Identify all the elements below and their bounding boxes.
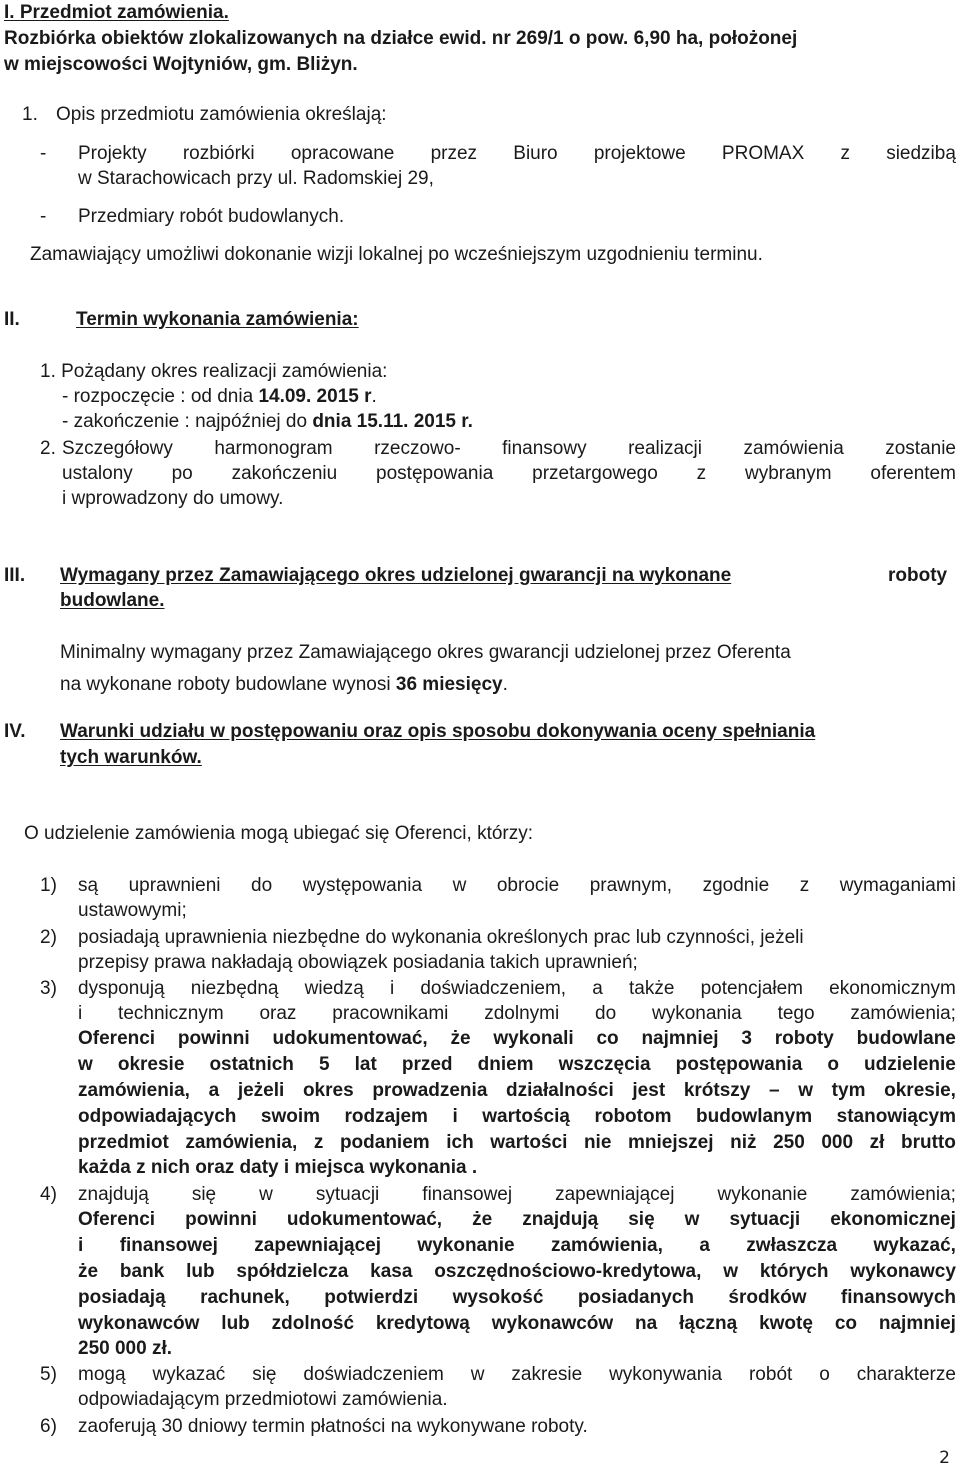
condition-4-last-line: 250 000 zł. <box>78 1338 173 1359</box>
word: podaniem <box>339 1132 430 1153</box>
word: prawnym, <box>589 875 673 896</box>
condition-4-requirement-line <box>78 1208 956 1232</box>
bullet-1-line-1 <box>78 142 956 166</box>
word: do <box>595 1003 617 1024</box>
subject-line-2: w miejscowości Wojtyniów, gm. Bliżyn. <box>4 54 358 75</box>
condition-4-requirement-line <box>78 1260 956 1284</box>
word: 000 <box>821 1132 854 1153</box>
word: doświadczeniem <box>303 1364 444 1385</box>
word: technicznym <box>118 1003 224 1024</box>
word: zakresie <box>511 1364 583 1385</box>
word: swoim <box>260 1106 321 1127</box>
word: i <box>389 978 395 999</box>
word: 3 <box>741 1028 752 1049</box>
condition-2-line-2: przepisy prawa nakładają obowiązek posiadania takich uprawnień; <box>78 952 638 973</box>
word: zakończeniu <box>231 463 338 484</box>
word: wykonawcy <box>850 1261 956 1282</box>
word: wartości <box>490 1132 568 1153</box>
condition-1-number: 1) <box>40 875 57 896</box>
word: których <box>759 1261 829 1282</box>
word: udzielenie <box>864 1054 956 1075</box>
word: najmniej <box>878 1313 956 1334</box>
word: 5 <box>318 1054 330 1075</box>
word: potwierdzi <box>324 1287 419 1308</box>
word: wymaganiami <box>839 875 956 896</box>
word: wykonania <box>651 1003 742 1024</box>
word: stanowiącym <box>836 1106 956 1127</box>
section-3-number: III. <box>4 565 26 586</box>
condition-3-requirement-line <box>78 1131 956 1155</box>
word: udokumentować, <box>286 1209 443 1230</box>
word: projektowe <box>593 143 686 164</box>
word: robót <box>748 1364 793 1385</box>
condition-3-line-1 <box>78 977 956 1001</box>
bullet-dash: - <box>40 143 47 164</box>
section-3-heading-line-1: Wymagany przez Zamawiającego okres udzielonej gwarancji na wykonane <box>60 565 732 586</box>
section-2-heading: Termin wykonania zamówienia: <box>76 309 359 330</box>
condition-4-requirement-line <box>78 1312 956 1336</box>
word: dysponują <box>78 978 165 999</box>
word: zamówienia <box>743 438 844 459</box>
word: ekonomicznym <box>829 978 956 999</box>
end-date-line <box>62 410 473 434</box>
word: krótszy <box>683 1080 751 1101</box>
period-item: 1. Pożądany okres realizacji zamówienia: <box>40 361 388 382</box>
word: z <box>313 1132 324 1153</box>
word: powinni <box>185 1209 257 1230</box>
word: zamówienia; <box>850 1184 956 1205</box>
word: zamówienia, <box>78 1080 190 1101</box>
word: mniejszej <box>627 1132 714 1153</box>
word: w <box>452 875 467 896</box>
word: są <box>78 875 99 896</box>
word: w <box>78 1054 93 1075</box>
condition-3-number: 3) <box>40 978 57 999</box>
word: wybranym <box>744 463 832 484</box>
condition-4-line-1 <box>78 1183 956 1207</box>
page-number: 2 <box>939 1448 950 1468</box>
word: w <box>798 1080 814 1101</box>
word: z <box>696 463 707 484</box>
condition-1-line-2: ustawowymi; <box>78 900 187 921</box>
word: w <box>470 1364 485 1385</box>
site-visit-note: Zamawiający umożliwi dokonanie wizji lokalnej po wcześniejszym uzgodnieniu terminu. <box>30 244 763 265</box>
item-1-number: 1. <box>22 104 38 125</box>
word: siedzibą <box>886 143 956 164</box>
word: znajdują <box>522 1209 599 1230</box>
word: i <box>78 1003 83 1024</box>
end-date-label: - zakończenie : najpóźniej do <box>62 411 313 432</box>
word: lub <box>221 1313 250 1334</box>
word: doświadczeniem, <box>420 978 567 999</box>
word: wykonawców <box>78 1313 200 1334</box>
word: sytuacji <box>315 1184 380 1205</box>
condition-3-last-line: każda z nich oraz daty i miejsca wykonania . <box>78 1157 478 1178</box>
word: że <box>472 1209 493 1230</box>
word: niż <box>730 1132 757 1153</box>
condition-3-requirement-line <box>78 1079 956 1103</box>
bullet-1-line-2: w Starachowicach przy ul. Radomskiej 29, <box>78 168 434 189</box>
word: co <box>596 1028 619 1049</box>
word: opracowane <box>290 143 395 164</box>
word: zdolnymi <box>484 1003 560 1024</box>
section-4-heading-line-1: Warunki udziału w postępowaniu oraz opis sposobu dokonywania oceny spełniania <box>60 721 816 742</box>
word: zostanie <box>885 438 956 459</box>
word: przed <box>401 1054 453 1075</box>
condition-2-number: 2) <box>40 927 57 948</box>
word: roboty <box>774 1028 834 1049</box>
word: PROMAX <box>721 143 805 164</box>
word: w <box>723 1261 739 1282</box>
word: przetargowego <box>532 463 658 484</box>
word: ich <box>446 1132 474 1153</box>
word: a <box>208 1080 220 1101</box>
word: budowlane <box>856 1028 956 1049</box>
word: okres <box>302 1080 354 1101</box>
word: że <box>450 1028 471 1049</box>
word: co <box>834 1313 857 1334</box>
section-3-heading-end: roboty <box>888 565 948 586</box>
word: także <box>628 978 675 999</box>
start-date-dot: . <box>371 386 377 407</box>
word: oraz <box>259 1003 297 1024</box>
word: wykonanie <box>417 1235 515 1256</box>
word: zgodnie <box>702 875 770 896</box>
word: charakterze <box>856 1364 956 1385</box>
word: wykonawców <box>491 1313 614 1334</box>
condition-3-requirement-line <box>78 1027 956 1051</box>
word: bank <box>119 1261 165 1282</box>
condition-6-line-1: zaoferują 30 dniowy termin płatności na wykonywane roboty. <box>78 1416 588 1437</box>
section-3-heading-line-2: budowlane. <box>60 590 165 611</box>
warranty-text: na wykonane roboty budowlane wynosi <box>60 674 396 695</box>
condition-2-line-1: posiadają uprawnienia niezbędne do wykonania określonych prac lub czynności, jeżeli <box>78 927 804 948</box>
word: Oferenci <box>78 1028 156 1049</box>
word: wysokość <box>452 1287 544 1308</box>
word: finansowej <box>119 1235 218 1256</box>
word: potencjałem <box>700 978 804 999</box>
condition-4-requirement-line <box>78 1234 956 1258</box>
word: Biuro <box>513 143 558 164</box>
word: najmniej <box>641 1028 719 1049</box>
word: wykonywania <box>609 1364 723 1385</box>
word: środków <box>728 1287 807 1308</box>
word: zapewniającej <box>254 1235 382 1256</box>
word: do <box>251 875 273 896</box>
word: przedmiot <box>78 1132 169 1153</box>
end-date-value: dnia 15.11. 2015 r. <box>312 411 473 432</box>
word: lub <box>186 1261 215 1282</box>
word: obrocie <box>496 875 560 896</box>
section-4-number: IV. <box>4 721 26 742</box>
word: lat <box>354 1054 377 1075</box>
word: z <box>799 875 810 896</box>
word: jest <box>632 1080 666 1101</box>
word: kasa <box>370 1261 413 1282</box>
word: w <box>259 1184 273 1205</box>
word: o <box>827 1054 839 1075</box>
section-2-number: II. <box>4 309 20 330</box>
word: postępowania <box>376 463 494 484</box>
word: wykonali <box>493 1028 574 1049</box>
word: wiedzą <box>304 978 364 999</box>
conditions-intro: O udzielenie zamówienia mogą ubiegać się Oferenci, którzy: <box>24 823 534 844</box>
condition-3-line-2 <box>78 1002 956 1026</box>
word: udokumentować, <box>272 1028 428 1049</box>
word: znajdują <box>78 1184 149 1205</box>
word: harmonogram <box>214 438 333 459</box>
word: po <box>171 463 193 484</box>
word: zamówienia, <box>185 1132 298 1153</box>
word: ostatnich <box>209 1054 294 1075</box>
condition-4-requirement-line <box>78 1286 956 1310</box>
word: i <box>78 1235 84 1256</box>
word: robotom <box>594 1106 672 1127</box>
word: posiadają <box>78 1287 166 1308</box>
word: a <box>592 978 603 999</box>
word: zł <box>869 1132 885 1153</box>
word: finansowych <box>840 1287 956 1308</box>
start-date-value: 14.09. 2015 r <box>258 386 372 407</box>
word: prowadzenia <box>372 1080 488 1101</box>
word: w <box>684 1209 700 1230</box>
word: zwłaszcza <box>746 1235 838 1256</box>
word: mogą <box>78 1364 126 1385</box>
word: oszczędnościowo-kredytowa, <box>434 1261 702 1282</box>
word: finansowej <box>422 1184 513 1205</box>
word: kredytową <box>375 1313 470 1334</box>
word: tym <box>831 1080 866 1101</box>
start-date-line <box>62 385 377 409</box>
bullet-2: Przedmiary robót budowlanych. <box>78 206 345 227</box>
word: pracownikami <box>332 1003 449 1024</box>
word: realizacji <box>628 438 702 459</box>
condition-4-number: 4) <box>40 1184 57 1205</box>
word: Szczegółowy <box>62 438 173 459</box>
word: że <box>78 1261 99 1282</box>
word: się <box>191 1184 217 1205</box>
bullet-dash: - <box>40 206 47 227</box>
word: rachunek, <box>200 1287 290 1308</box>
section-1-heading: I. Przedmiot zamówienia. <box>4 2 229 23</box>
word: dniem <box>477 1054 534 1075</box>
word: się <box>252 1364 277 1385</box>
word: spółdzielcza <box>236 1261 349 1282</box>
word: na <box>635 1313 658 1334</box>
word: uprawnieni <box>128 875 221 896</box>
condition-5-line-1 <box>78 1363 956 1387</box>
section-4-heading-line-2: tych warunków. <box>60 747 202 768</box>
word: rzeczowo- <box>374 438 461 459</box>
condition-5-line-2: odpowiadającym przedmiotowi zamówienia. <box>78 1389 448 1410</box>
word: wykazać <box>152 1364 226 1385</box>
word: postępowania <box>675 1054 803 1075</box>
item-2-number: 2. <box>40 438 56 459</box>
word: – <box>769 1080 780 1101</box>
warranty-months: 36 miesięcy <box>395 674 503 695</box>
subject-line-1: Rozbiórka obiektów zlokalizowanych na działce ewid. nr 269/1 o pow. 6,90 ha, położonej <box>4 28 798 49</box>
word: tego <box>777 1003 815 1024</box>
word: rozbiórki <box>182 143 255 164</box>
word: z <box>840 143 850 164</box>
word: brutto <box>901 1132 956 1153</box>
schedule-line-3: i wprowadzony do umowy. <box>62 488 284 509</box>
word: finansowy <box>502 438 587 459</box>
word: Projekty <box>78 143 147 164</box>
word: wykonanie <box>717 1184 808 1205</box>
word: o <box>819 1364 830 1385</box>
word: powinni <box>177 1028 250 1049</box>
word: zdolność <box>271 1313 355 1334</box>
word: sytuacji <box>729 1209 801 1230</box>
word: występowania <box>302 875 423 896</box>
warranty-dot: . <box>502 674 508 695</box>
word: działalności <box>506 1080 614 1101</box>
warranty-text-line-1: Minimalny wymagany przez Zamawiającego okres gwarancji udzielonej przez Oferenta <box>60 642 791 663</box>
schedule-line-2 <box>62 462 956 486</box>
word: a <box>699 1235 710 1256</box>
word: oferentem <box>870 463 956 484</box>
word: niezbędną <box>190 978 279 999</box>
word: się <box>628 1209 655 1230</box>
schedule-line-1 <box>62 437 956 461</box>
condition-6-number: 6) <box>40 1416 57 1437</box>
word: 250 <box>773 1132 805 1153</box>
item-1-text: Opis przedmiotu zamówienia określają: <box>56 104 387 125</box>
condition-3-requirement-line <box>78 1053 956 1077</box>
start-date-label: - rozpoczęcie : od dnia <box>62 386 259 407</box>
word: jeżeli <box>237 1080 285 1101</box>
word: odpowiadających <box>78 1106 237 1127</box>
word: kwotę <box>759 1313 813 1334</box>
word: posiadanych <box>577 1287 694 1308</box>
word: nie <box>583 1132 612 1153</box>
condition-5-number: 5) <box>40 1364 57 1385</box>
word: łączną <box>679 1313 738 1334</box>
word: wartością <box>482 1106 570 1127</box>
word: ustalony <box>62 463 133 484</box>
word: wykazać, <box>873 1235 956 1256</box>
word: zamówienia; <box>850 1003 956 1024</box>
warranty-text-line-2 <box>60 673 508 697</box>
word: wszczęcia <box>558 1054 651 1075</box>
word: rodzajem <box>344 1106 428 1127</box>
word: zamówienia, <box>550 1235 663 1256</box>
word: i <box>452 1106 458 1127</box>
word: Oferenci <box>78 1209 156 1230</box>
word: budowlanym <box>696 1106 813 1127</box>
word: okresie <box>117 1054 185 1075</box>
condition-3-requirement-line <box>78 1105 956 1129</box>
word: zapewniającej <box>555 1184 675 1205</box>
condition-1-line-1 <box>78 874 956 898</box>
word: ekonomicznej <box>830 1209 956 1230</box>
word: okresie, <box>884 1080 956 1101</box>
word: przez <box>430 143 478 164</box>
